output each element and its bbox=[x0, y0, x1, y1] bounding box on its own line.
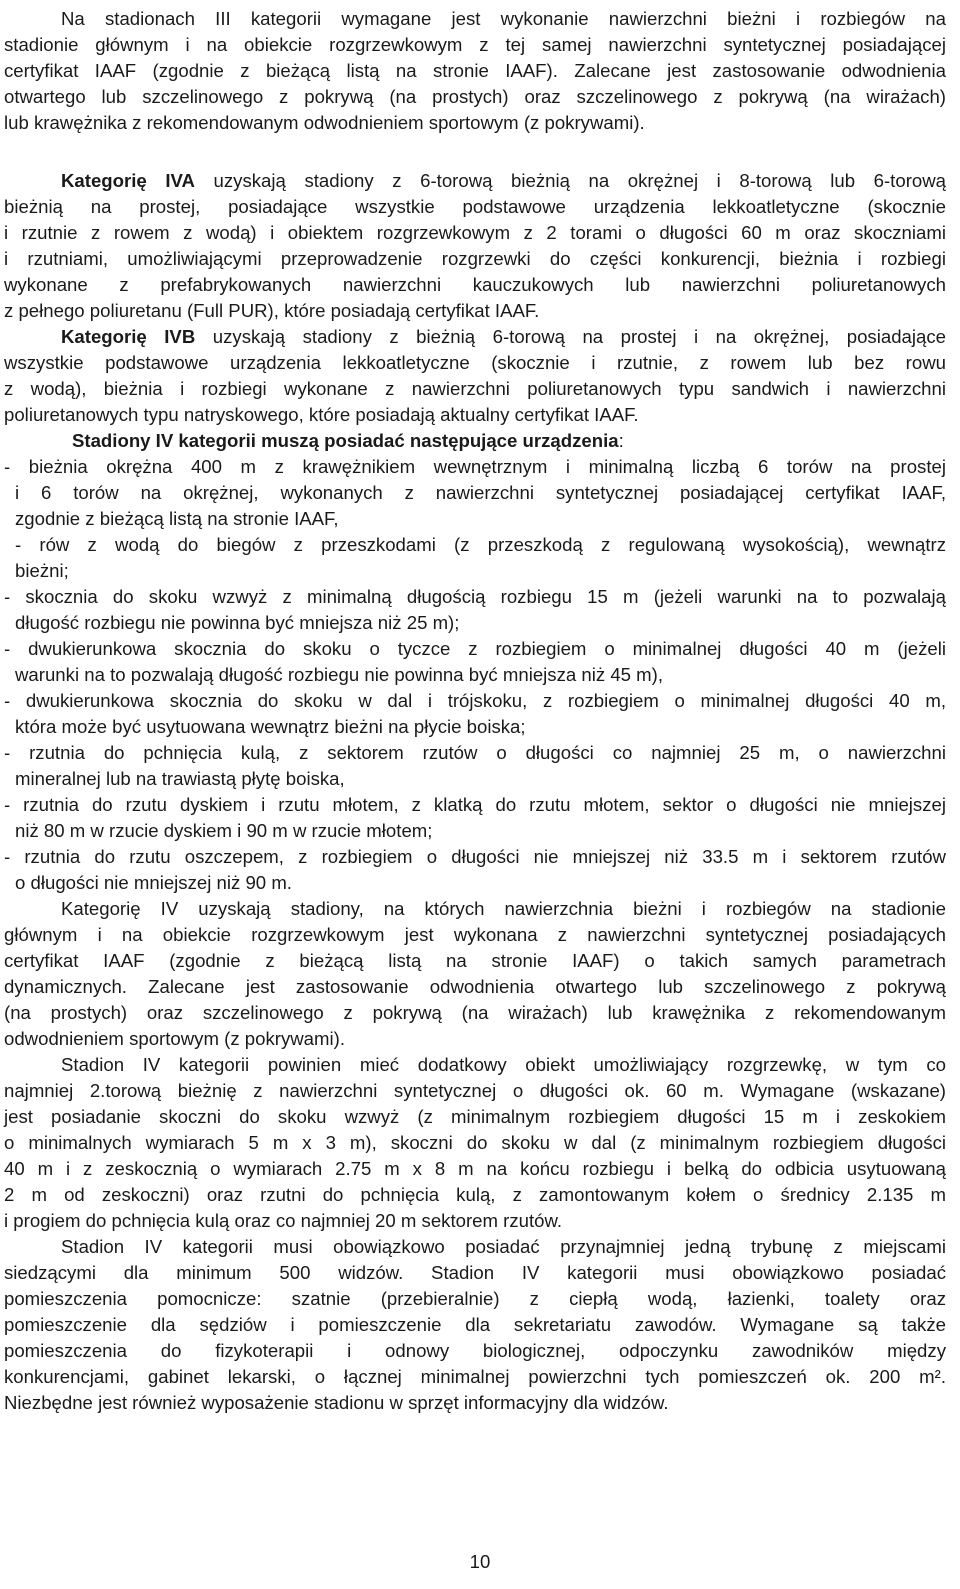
text-line bbox=[15, 558, 69, 584]
text-run: dynamicznych. Zalecane jest zastosowanie odwodnienia otwartego lub szczelinowego z pokrywą bbox=[4, 976, 946, 997]
text-run: pomieszczenie dla sędziów i pomieszczenie dla sekretariatu zawodów. Wymagane są także bbox=[4, 1314, 946, 1335]
text-line bbox=[61, 324, 946, 350]
text-line bbox=[4, 220, 946, 246]
text-line bbox=[4, 246, 946, 272]
text-line bbox=[4, 1338, 946, 1364]
text-run: o długości nie mniejszej niż 90 m. bbox=[15, 872, 292, 893]
text-run: Stadion IV kategorii musi obowiązkowo posiadać przynajmniej jedną trybunę z miejscami bbox=[61, 1236, 946, 1257]
text-line bbox=[4, 1286, 946, 1312]
text-line bbox=[61, 1052, 946, 1078]
text-line bbox=[4, 1260, 946, 1286]
text-run: uzyskają stadiony z 6-torową bieżnią na okrężnej i 8-torową lub 6-torową bbox=[194, 170, 946, 191]
text-line bbox=[4, 1156, 946, 1182]
text-line bbox=[4, 1312, 946, 1338]
text-line bbox=[61, 1234, 946, 1260]
text-run: certyfikat IAAF (zgodnie z bieżącą listą na stronie IAAF). Zalecane jest zastosowanie odwodnienia bbox=[4, 60, 946, 81]
text-run: certyfikat IAAF (zgodnie z bieżącą listą na stronie IAAF) o takich samych parametrach bbox=[4, 950, 946, 971]
text-run: o minimalnych wymiarach 5 m x 3 m), skoczni do skoku w dal (z minimalnym rozbiegiem długości bbox=[4, 1132, 946, 1153]
text-line bbox=[4, 350, 946, 376]
text-line bbox=[4, 110, 645, 136]
text-line bbox=[15, 506, 339, 532]
text-run: z wodą), bieżnia i rozbiegi wykonane z nawierzchni poliuretanowych typu sandwich i nawierzchni bbox=[4, 378, 946, 399]
text-run: siedzącymi dla minimum 500 widzów. Stadion IV kategorii musi obowiązkowo posiadać bbox=[4, 1262, 946, 1283]
text-line bbox=[4, 636, 946, 662]
text-line bbox=[15, 480, 946, 506]
text-line bbox=[4, 272, 946, 298]
text-line bbox=[4, 922, 946, 948]
text-line bbox=[4, 584, 946, 610]
text-line bbox=[4, 1364, 946, 1390]
text-line bbox=[4, 1000, 946, 1026]
text-line bbox=[72, 428, 624, 454]
text-run: i rzutniami, umożliwiającymi przeprowadzenie rozgrzewki do części konkurencji, bieżnia i rozbiegi bbox=[4, 248, 946, 269]
bold-term: Stadiony IV kategorii muszą posiadać następujące urządzenia bbox=[72, 430, 619, 451]
text-line bbox=[4, 84, 946, 110]
text-run: 2 m od zeskoczni) oraz rzutni do pchnięcia kulą, z zamontowanym kołem o średnicy 2.135 m bbox=[4, 1184, 946, 1205]
text-run: z pełnego poliuretanu (Full PUR), które posiadają certyfikat IAAF. bbox=[4, 300, 540, 321]
text-line bbox=[61, 168, 946, 194]
text-line bbox=[15, 610, 459, 636]
text-run: bieżni; bbox=[15, 560, 69, 581]
text-line bbox=[4, 1104, 946, 1130]
text-run: - rzutnia do rzutu oszczepem, z rozbiegiem o długości nie mniejszej niż 33.5 m i sektorem rzutów bbox=[4, 846, 946, 867]
text-line bbox=[4, 376, 946, 402]
text-line bbox=[4, 688, 946, 714]
text-line bbox=[15, 532, 946, 558]
text-line bbox=[4, 194, 946, 220]
text-line bbox=[15, 766, 345, 792]
text-line bbox=[4, 402, 639, 428]
text-run: - dwukierunkowa skocznia do skoku o tyczce z rozbiegiem o minimalnej długości 40 m (jeżeli bbox=[4, 638, 946, 659]
text-line bbox=[61, 6, 946, 32]
text-line bbox=[4, 32, 946, 58]
text-run: Na stadionach III kategorii wymagane jest wykonanie nawierzchni bieżni i rozbiegów na bbox=[61, 8, 946, 29]
text-run: odwodnieniem sportowym (z pokrywami). bbox=[4, 1028, 345, 1049]
text-line bbox=[4, 1078, 946, 1104]
text-line bbox=[15, 818, 432, 844]
text-run: warunki na to pozwalają długość rozbiegu nie powinna być mniejsza niż 45 m), bbox=[15, 664, 664, 685]
text-run: : bbox=[618, 430, 624, 451]
text-run: wszystkie podstawowe urządzenia lekkoatletyczne (skocznie i rzutnie, z rowem lub bez rowu bbox=[4, 352, 946, 373]
text-line bbox=[4, 974, 946, 1000]
text-run: (na prostych) oraz szczelinowego z pokrywą (na wirażach) lub krawężnika z rekomendowanym bbox=[4, 1002, 946, 1023]
text-run: lub krawężnika z rekomendowanym odwodnieniem sportowym (z pokrywami). bbox=[4, 112, 645, 133]
text-line bbox=[4, 1208, 562, 1234]
text-line bbox=[4, 792, 946, 818]
text-line bbox=[4, 948, 946, 974]
text-run: głównym i na obiekcie rozgrzewkowym jest wykonana z nawierzchni syntetycznej posiadających bbox=[4, 924, 946, 945]
text-run: zgodnie z bieżącą listą na stronie IAAF, bbox=[15, 508, 339, 529]
bold-term: Kategorię IVB bbox=[61, 326, 196, 347]
text-run: długość rozbiegu nie powinna być mniejsza niż 25 m); bbox=[15, 612, 460, 633]
text-run: wykonane z prefabrykowanych nawierzchni kauczukowych lub nawierzchni poliuretanowych bbox=[4, 274, 946, 295]
page-number: 10 bbox=[469, 1551, 491, 1572]
text-line bbox=[4, 1130, 946, 1156]
text-run: która może być usytuowana wewnątrz bieżni na płycie boiska; bbox=[15, 716, 526, 737]
text-run: - rów z wodą do biegów z przeszkodami (z przeszkodą z regulowaną wysokością), wewnątrz bbox=[15, 534, 946, 555]
text-line bbox=[61, 896, 946, 922]
text-run: i 6 torów na okrężnej, wykonanych z nawierzchni syntetycznej posiadającej certyfikat IAAF, bbox=[15, 482, 946, 503]
text-run: mineralnej lub na trawiastą płytę boiska, bbox=[15, 768, 345, 789]
text-run: jest posiadanie skoczni do skoku wzwyż (z minimalnym rozbiegiem długości 15 m i zeskokiem bbox=[4, 1106, 946, 1127]
text-line bbox=[4, 454, 946, 480]
text-line bbox=[15, 714, 526, 740]
text-line bbox=[15, 870, 292, 896]
text-run: Stadion IV kategorii powinien mieć dodatkowy obiekt umożliwiający rozgrzewkę, w tym co bbox=[61, 1054, 946, 1075]
text-run: i rzutnie z rowem z wodą) i obiektem rozgrzewkowym z 2 torami o długości 60 m oraz skoczniami bbox=[4, 222, 946, 243]
text-run: niż 80 m w rzucie dyskiem i 90 m w rzucie młotem; bbox=[15, 820, 433, 841]
text-line bbox=[4, 740, 946, 766]
bold-term: Kategorię IVA bbox=[61, 170, 195, 191]
text-run: bieżnią na prostej, posiadające wszystkie podstawowe urządzenia lekkoatletyczne (skocznie bbox=[4, 196, 946, 217]
text-line bbox=[4, 58, 946, 84]
text-line bbox=[4, 1182, 946, 1208]
text-line bbox=[4, 298, 539, 324]
text-run: 40 m i z zeskocznią o wymiarach 2.75 m x 8 m na końcu rozbiegu i belką do odbicia usytuowaną bbox=[4, 1158, 946, 1179]
text-run: konkurencjami, gabinet lekarski, o łącznej minimalnej powierzchni tych pomieszczeń ok. 200 m². bbox=[4, 1366, 946, 1387]
text-line bbox=[15, 662, 663, 688]
text-run: pomieszczenia do fizykoterapii i odnowy biologicznej, odpoczynku zawodników między bbox=[4, 1340, 946, 1361]
text-run: otwartego lub szczelinowego z pokrywą (na prostych) oraz szczelinowego z pokrywą (na wirażach) bbox=[4, 86, 946, 107]
text-run: - dwukierunkowa skocznia do skoku w dal i trójskoku, z rozbiegiem o minimalnej długości 40 m, bbox=[4, 690, 946, 711]
text-run: Kategorię IV uzyskają stadiony, na których nawierzchnia bieżni i rozbiegów na stadionie bbox=[61, 898, 946, 919]
text-run: - bieżnia okrężna 400 m z krawężnikiem wewnętrznym i minimalną liczbą 6 torów na prostej bbox=[4, 456, 946, 477]
text-run: uzyskają stadiony z bieżnią 6-torową na prostej i na okrężnej, posiadające bbox=[195, 326, 946, 347]
text-run: Niezbędne jest również wyposażenie stadionu w sprzęt informacyjny dla widzów. bbox=[4, 1392, 669, 1413]
text-line bbox=[4, 1390, 669, 1416]
text-run: - rzutnia do rzutu dyskiem i rzutu młotem, z klatką do rzutu młotem, sektor o długości nie mniejszej bbox=[4, 794, 946, 815]
text-line bbox=[4, 844, 946, 870]
text-run: i progiem do pchnięcia kulą oraz co najmniej 20 m sektorem rzutów. bbox=[4, 1210, 563, 1231]
text-run: stadionie głównym i na obiekcie rozgrzewkowym z tej samej nawierzchni syntetycznej posiadającej bbox=[4, 34, 946, 55]
text-line bbox=[4, 1026, 345, 1052]
text-run: - rzutnia do pchnięcia kulą, z sektorem rzutów o długości co najmniej 25 m, o nawierzchni bbox=[4, 742, 946, 763]
text-run: najmniej 2.torową bieżnię z nawierzchni syntetycznej o długości ok. 60 m. Wymagane (wskazane) bbox=[4, 1080, 946, 1101]
text-run: - skocznia do skoku wzwyż z minimalną długością rozbiegu 15 m (jeżeli warunki na to pozwalają bbox=[4, 586, 946, 607]
text-run: pomieszczenia pomocnicze: szatnie (przebieralnie) z ciepłą wodą, łazienki, toalety oraz bbox=[4, 1288, 946, 1309]
text-run: poliuretanowych typu natryskowego, które posiadają aktualny certyfikat IAAF. bbox=[4, 404, 639, 425]
